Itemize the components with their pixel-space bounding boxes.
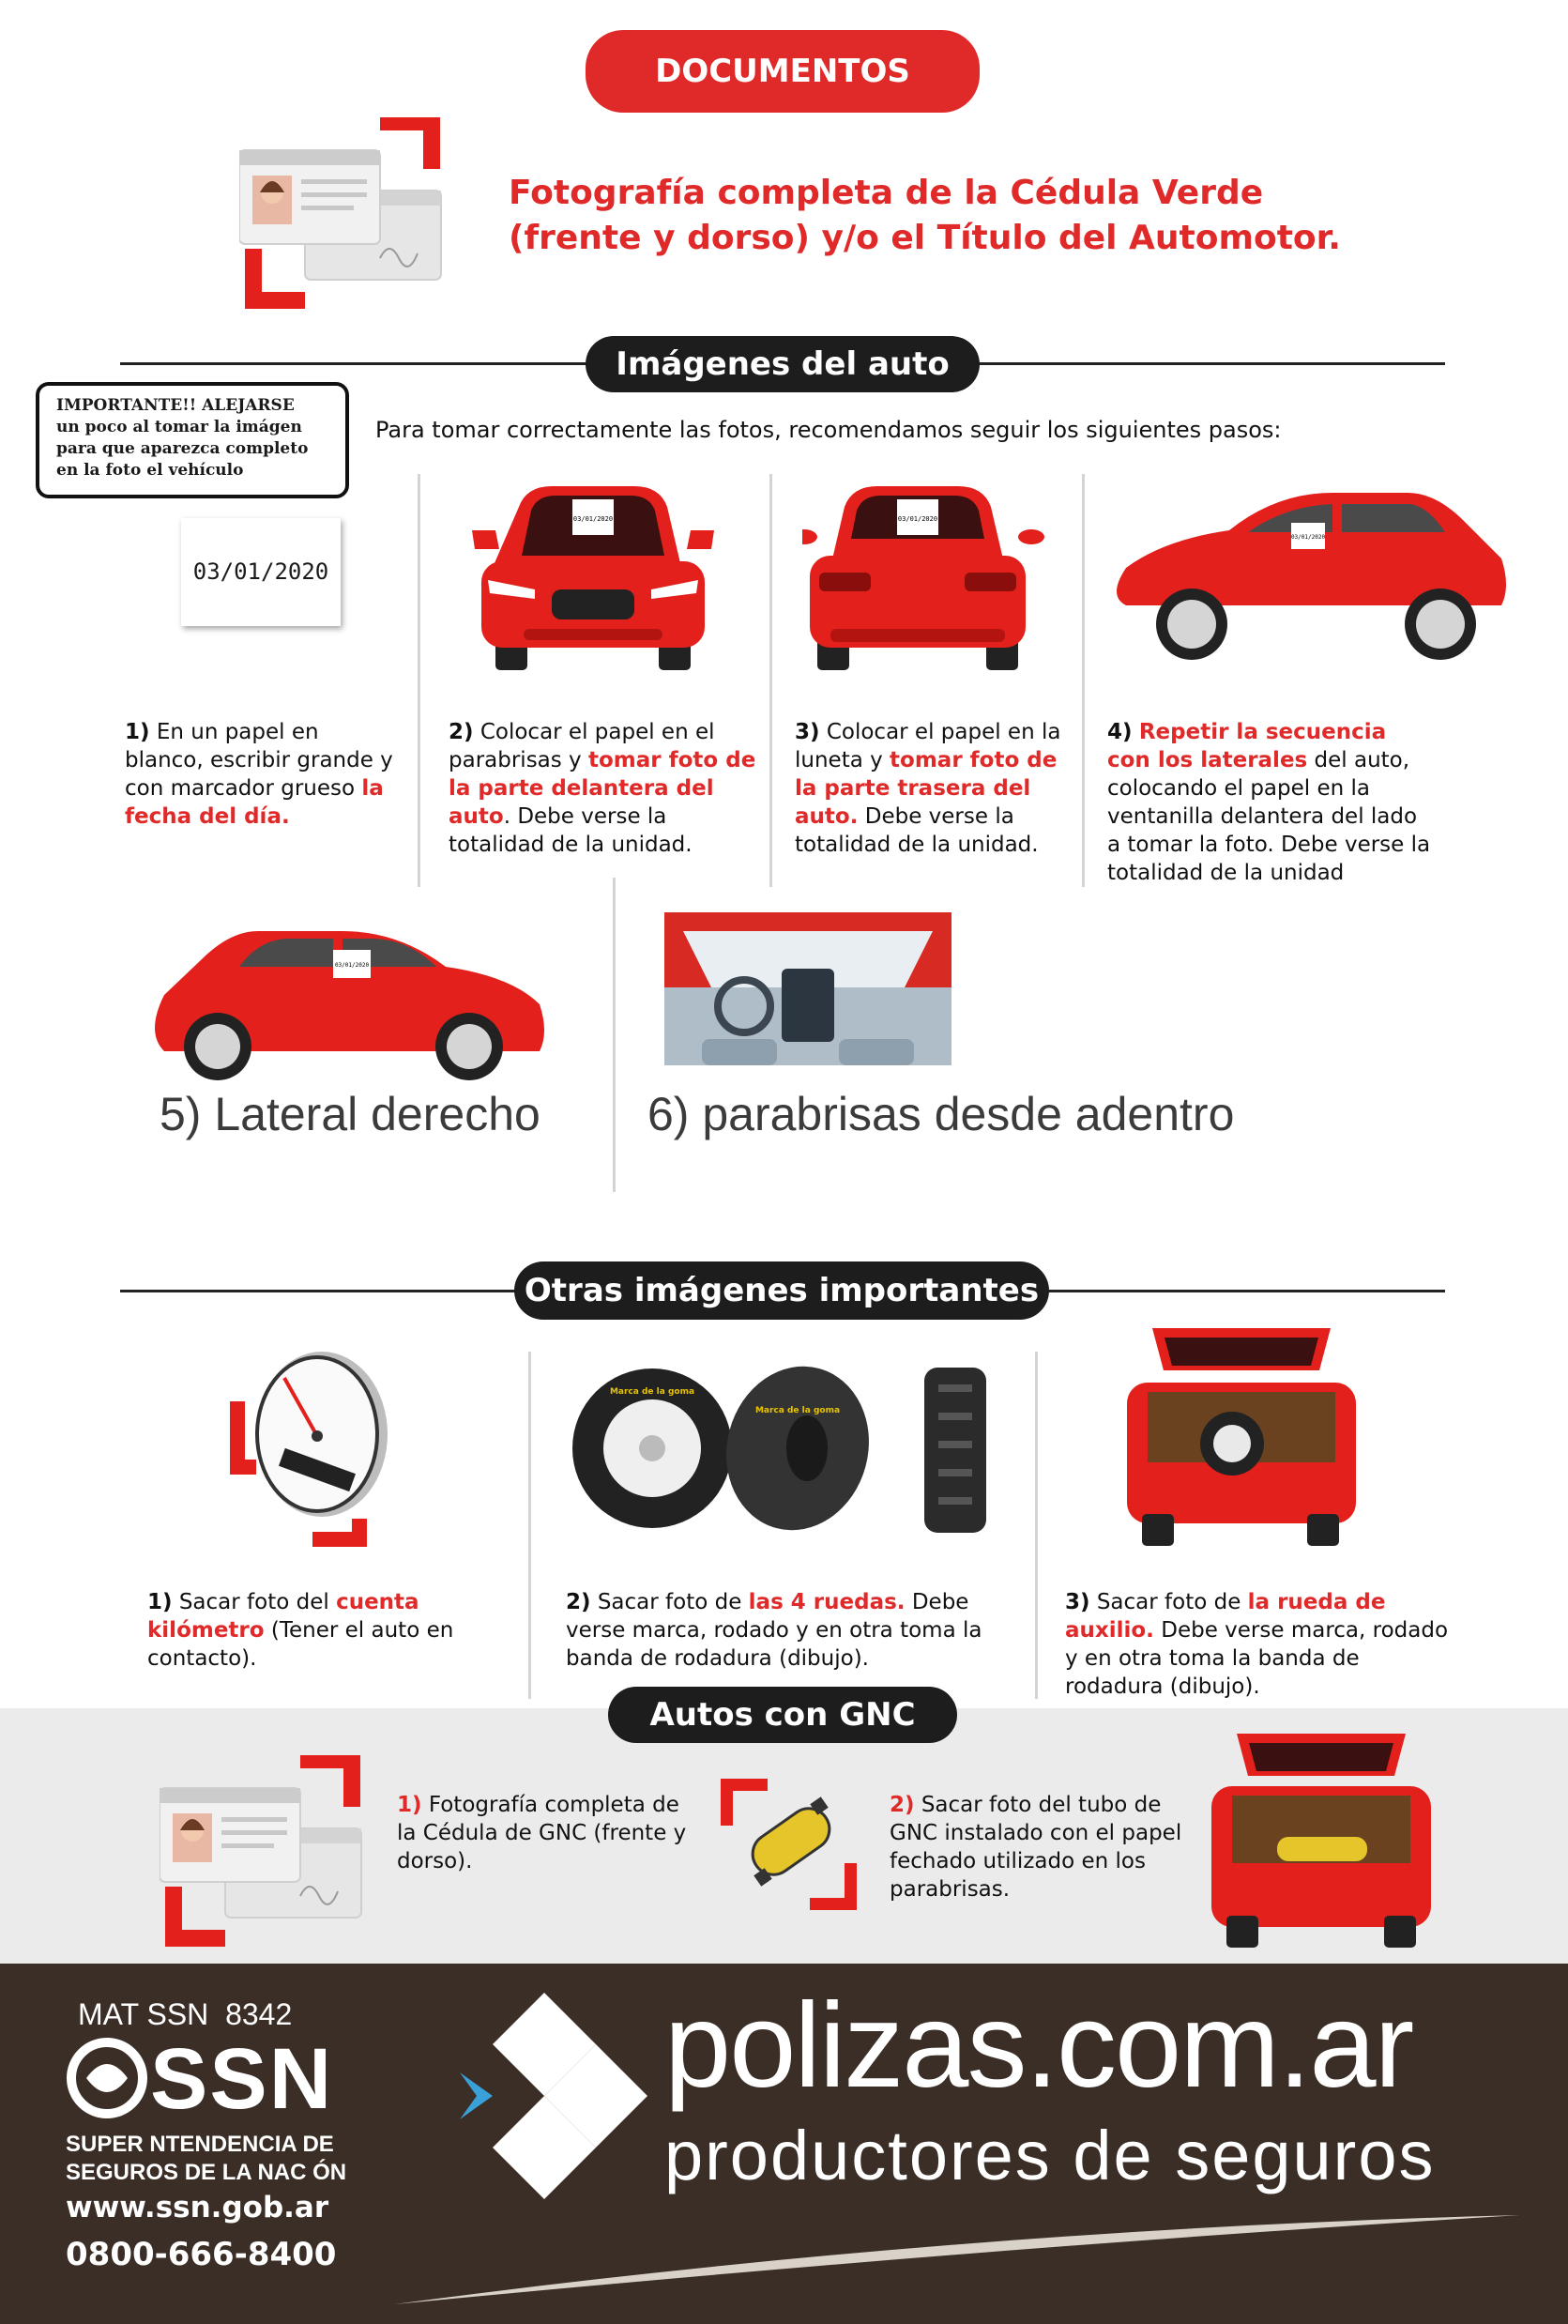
otras-step-3-text-b: Debe verse marca, rodado y en otra toma la banda de rodadura (dibujo). [1065, 1618, 1449, 1699]
documentos-line-2: (frente y dorso) y/o el Título del Automotor. [509, 219, 1341, 257]
otras-step-3-text: Sacar foto de [1089, 1590, 1248, 1614]
otras-step-3-highlight: la rueda de auxilio. [1065, 1590, 1386, 1643]
step-4-num: 4) [1107, 720, 1133, 744]
ssn-text [66, 2131, 346, 2187]
brand-tagline: productores de seguros [664, 2117, 1436, 2194]
gnc-step-1-num: 1) [397, 1793, 422, 1817]
ssn-emblem-icon [66, 2037, 148, 2119]
step-2-text: Colocar el papel en el parabrisas y [449, 720, 715, 772]
step-2-num: 2) [449, 720, 474, 744]
separator [418, 474, 420, 887]
caption-parabrisas-adentro: 6) parabrisas desde adentro [647, 1088, 1235, 1140]
step-4 [1107, 718, 1436, 887]
car-front-illustration [467, 479, 719, 671]
step-2 [449, 718, 758, 859]
otras-title-pill [514, 1261, 1049, 1320]
ssn-wordmark: SSN [150, 2031, 334, 2127]
ssn-phone[interactable]: 0800-666-8400 [66, 2236, 337, 2273]
otras-step-2-num: 2) [566, 1590, 591, 1614]
otras-step-2-text-b: Debe verse marca, rodado y en otra toma la banda de rodadura (dibujo). [566, 1590, 982, 1671]
step-2-text-b: . Debe verse la totalidad de la unidad. [449, 804, 693, 857]
gnc-card-illustration [160, 1755, 375, 1952]
step-3 [795, 718, 1067, 859]
step-1 [125, 718, 397, 831]
gnc-step-2 [890, 1791, 1199, 1904]
id-card-illustration [239, 117, 455, 314]
step-1-text: En un papel en blanco, escribir grande y con marcador grueso [125, 720, 393, 801]
car-trunk-spare-illustration [1119, 1326, 1363, 1547]
car-side-left-illustration [1107, 493, 1511, 662]
step-3-num: 3) [795, 720, 820, 744]
important-line-3: para que aparezca completo [56, 439, 309, 458]
tire-brand-label-1: Marca de la goma [609, 1387, 695, 1397]
imagenes-title: Imágenes del auto [616, 345, 950, 383]
step-3-text: Colocar el papel en la luneta y [795, 720, 1061, 772]
separator [1082, 474, 1085, 887]
documentos-line-1: Fotografía completa de la Cédula Verde [509, 174, 1264, 212]
documentos-title: DOCUMENTOS [655, 53, 910, 90]
gnc-step-1 [397, 1791, 697, 1875]
caption-lateral-derecho: 5) Lateral derecho [160, 1088, 540, 1140]
windshield-sticker-date: 03/01/2020 [572, 515, 614, 523]
important-line-4: en la foto el vehículo [56, 461, 244, 480]
otras-step-1-text: Sacar foto del [172, 1590, 337, 1614]
step-1-num: 1) [125, 720, 150, 744]
separator [1035, 1352, 1038, 1699]
otras-step-1-text-b: (Tener el auto en contacto). [147, 1618, 454, 1671]
gnc-step-2-text: Sacar foto del tubo de GNC instalado con el papel fechado utilizado en los parabrisas. [890, 1793, 1182, 1902]
step-3-highlight: tomar foto de la parte trasera del auto. [795, 748, 1058, 829]
separator [613, 878, 616, 1192]
car-interior-illustration [664, 912, 951, 1065]
brand-name: polizas.com.ar [664, 1979, 1413, 2113]
important-note [36, 382, 349, 498]
documentos-description [509, 171, 1341, 261]
imagenes-title-pill [586, 336, 980, 392]
separator [528, 1352, 531, 1699]
otras-step-2-text: Sacar foto de [590, 1590, 749, 1614]
step-4-text-b: del auto, colocando el papel en la ventanilla delantera del lado a tomar la foto. Debe verse la totalidad de la unidad [1107, 748, 1431, 885]
tires-illustration [568, 1366, 990, 1535]
ssn-line-1: SUPER NTENDENCIA DE [66, 2132, 334, 2157]
otras-step-2-highlight: las 4 ruedas. [748, 1590, 906, 1614]
gnc-title: Autos con GNC [649, 1696, 916, 1734]
step-4-highlight: Repetir la secuencia con los laterales [1107, 720, 1387, 772]
imagenes-intro: Para tomar correctamente las fotos, recomendamos seguir los siguientes pasos: [375, 417, 1282, 443]
gnc-step-2-num: 2) [890, 1793, 915, 1817]
swoosh [394, 2210, 1539, 2314]
right-sticker-date: 03/01/2020 [334, 962, 370, 969]
otras-step-3 [1065, 1588, 1459, 1701]
step-4-text [1133, 720, 1139, 744]
speedometer-illustration [228, 1340, 392, 1547]
side-sticker-date: 03/01/2020 [1290, 534, 1326, 541]
separator [769, 474, 772, 887]
ssn-logo [66, 2037, 148, 2119]
polizas-logo-icon [441, 1988, 647, 2204]
rear-sticker-date: 03/01/2020 [897, 515, 938, 523]
gnc-title-pill [608, 1687, 957, 1743]
step-3-text-b: Debe verse la totalidad de la unidad. [795, 804, 1039, 857]
important-line-2: un poco al tomar la imágen [56, 418, 302, 436]
gnc-tube-illustration [721, 1779, 857, 1910]
ssn-line-2: SEGUROS DE LA NAC ÓN [66, 2160, 347, 2185]
dated-paper [181, 518, 341, 626]
otras-step-2 [566, 1588, 1007, 1673]
step-2-highlight: tomar foto de la parte delantera del auto [449, 748, 756, 829]
car-side-right-illustration [145, 929, 558, 1084]
car-trunk-gnc-illustration [1204, 1732, 1439, 1948]
car-rear-illustration [802, 479, 1054, 671]
ssn-website[interactable]: www.ssn.gob.ar [66, 2191, 329, 2225]
important-line-1: IMPORTANTE!! ALEJARSE [56, 396, 295, 415]
gnc-step-1-text: Fotografía completa de la Cédula de GNC (frente y dorso). [397, 1793, 687, 1873]
otras-title: Otras imágenes importantes [524, 1272, 1040, 1309]
step-1-highlight: la fecha del día. [125, 776, 384, 829]
paper-date: 03/01/2020 [192, 558, 329, 585]
otras-step-1 [147, 1588, 523, 1673]
otras-step-3-num: 3) [1065, 1590, 1090, 1614]
tire-brand-label-2: Marca de la goma [754, 1406, 841, 1415]
documentos-title-pill [586, 30, 980, 113]
otras-step-1-highlight: cuenta kilómetro [147, 1590, 419, 1643]
otras-step-1-num: 1) [147, 1590, 173, 1614]
mat-ssn: MAT SSN 8342 [78, 1997, 293, 2031]
